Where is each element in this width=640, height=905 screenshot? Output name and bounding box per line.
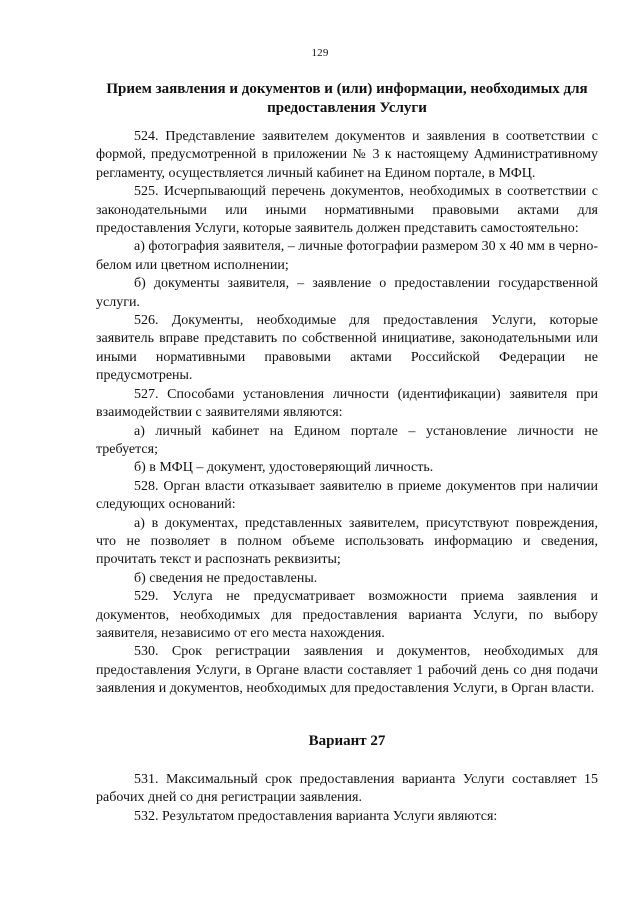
list-item-525-a: а) фотография заявителя, – личные фотографии размером 30 х 40 мм в черно-белом или цветном исполнении; bbox=[96, 239, 598, 273]
paragraph-525: 525. Исчерпывающий перечень документов, необходимых в соответствии с законодательными или иными нормативными правовыми актами для предоставления Услуги, которые заявитель должен представить самостоятельно: bbox=[96, 184, 598, 237]
section-title: Прием заявления и документов и (или) информации, необходимых для предоставления Услуги bbox=[106, 81, 588, 116]
paragraph-529: 529. Услуга не предусматривает возможности приема заявления и документов, необходимых для предоставления варианта Услуги, по выбору заявителя, независимо от его места нахождения. bbox=[96, 589, 598, 641]
paragraph-524: 524. Представление заявителем документов и заявления в соответствии с формой, предусмотренной в приложении № 3 к настоящему Административному регламенту, осуществляется личный кабинет на Едином портале, в МФЦ. bbox=[96, 129, 598, 181]
list-item-528-b: б) сведения не предоставлены. bbox=[134, 570, 318, 586]
list-item-527-b: б) в МФЦ – документ, удостоверяющий личность. bbox=[134, 460, 434, 476]
paragraphs-before-variant bbox=[96, 128, 598, 699]
paragraph-528: 528. Орган власти отказывает заявителю в приеме документов при наличии следующих оснований: bbox=[96, 478, 598, 513]
list-item-528-a: а) в документах, представленных заявителем, присутствуют повреждения, что не позволяет в полном объеме использовать информацию и сведения, прочитать текст и распознать реквизиты; bbox=[96, 515, 598, 568]
paragraphs-after-variant bbox=[96, 771, 598, 826]
paragraph-527: 527. Способами установления личности (идентификации) заявителя при взаимодействии с заявителями являются: bbox=[96, 386, 598, 421]
paragraph-531: 531. Максимальный срок предоставления варианта Услуги составляет 15 рабочих дней со дня регистрации заявления. bbox=[96, 772, 598, 806]
page-number: 129 bbox=[311, 47, 329, 59]
paragraph-532: 532. Результатом предоставления варианта Услуги являются: bbox=[134, 808, 498, 824]
paragraph-526: 526. Документы, необходимые для предоставления Услуги, которые заявитель вправе представить по собственной инициативе, законодательными или иными нормативными правовыми актами Российской Федерации не предусмотрены. bbox=[96, 313, 598, 384]
paragraph-530: 530. Срок регистрации заявления и документов, необходимых для предоставления Услуги, в Органе власти составляет 1 рабочий день со дня подачи заявления и документов, необходимых для предоставления Услуги, в Орган власти. bbox=[96, 644, 598, 697]
list-item-525-b: б) документы заявителя, – заявление о предоставлении государственной услуги. bbox=[96, 276, 598, 310]
variant-heading: Вариант 27 bbox=[308, 733, 386, 749]
list-item-527-a: а) личный кабинет на Едином портале – установление личности не требуется; bbox=[96, 423, 598, 457]
